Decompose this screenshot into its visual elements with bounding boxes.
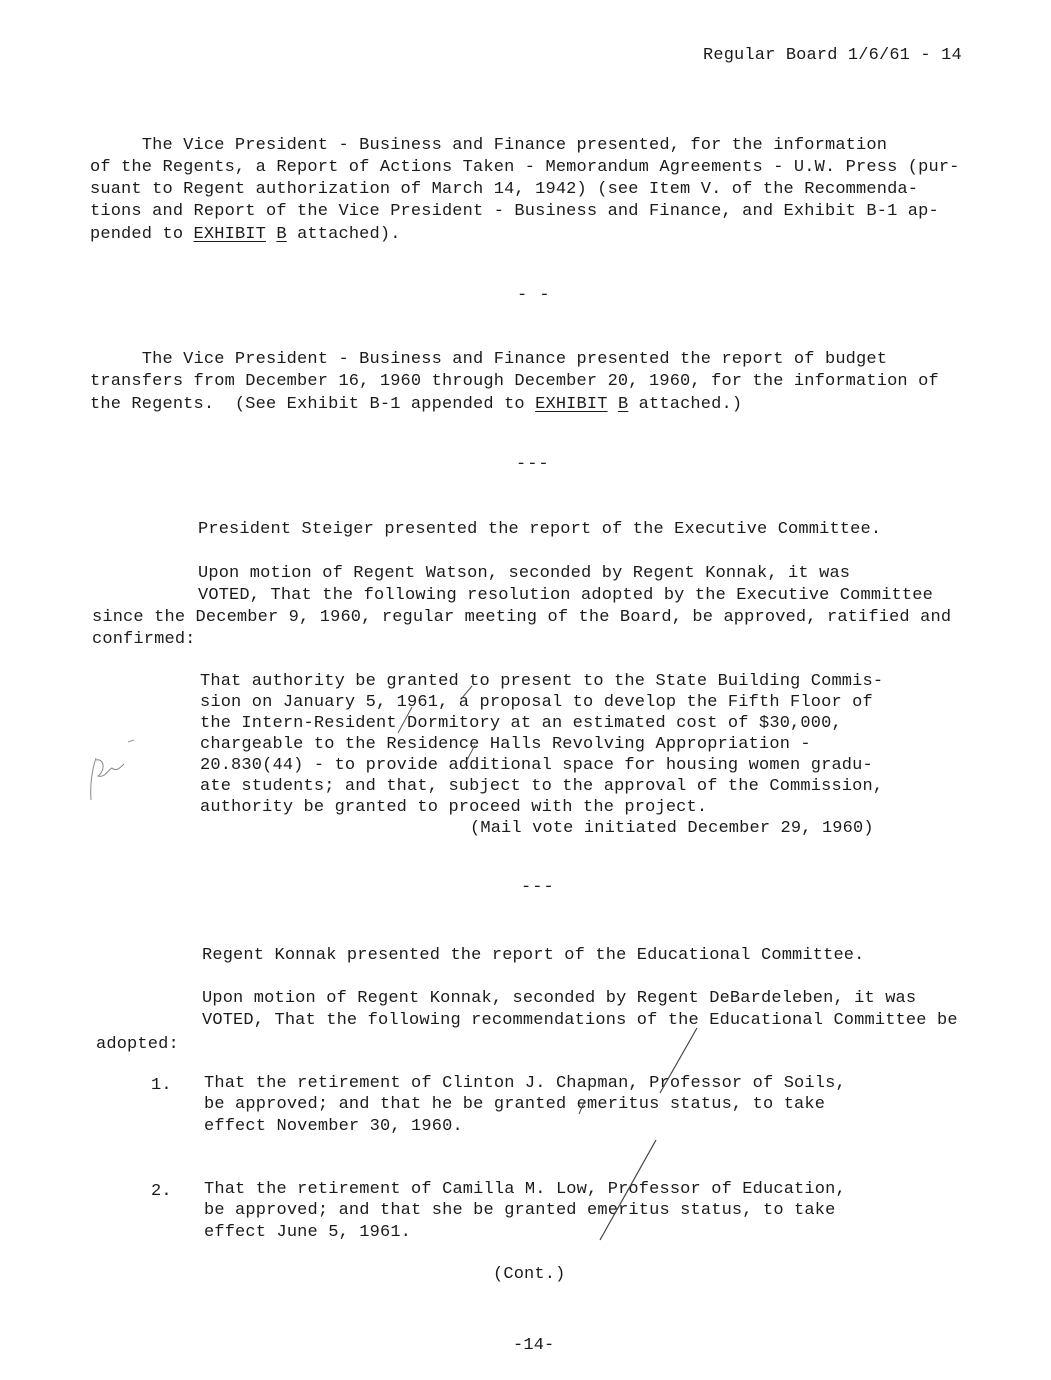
paragraph-line: VOTED, That the following resolution adopted by the Executive Committee	[198, 586, 933, 605]
mail-vote-note: (Mail vote initiated December 29, 1960)	[470, 819, 874, 838]
paragraph-line: VOTED, That the following recommendations of the Educational Committee be	[202, 1011, 958, 1030]
resolution-line: That authority be granted to present to the State Building Commis-	[200, 672, 884, 691]
exhibit-letter: B	[617, 395, 629, 414]
page-footer-number: -14-	[513, 1336, 555, 1355]
section-separator: ---	[521, 878, 555, 897]
exhibit-reference: EXHIBIT	[535, 395, 608, 414]
paragraph-line: suant to Regent authorization of March 14, 1942) (see Item V. of the Recommenda-	[90, 180, 919, 199]
pen-check-mark	[579, 1100, 585, 1114]
item-line: be approved; and that she be granted emeritus status, to take	[204, 1201, 836, 1220]
exhibit-letter: B	[276, 225, 287, 244]
exhibit-reference: EXHIBIT	[193, 225, 266, 244]
paragraph-line: since the December 9, 1960, regular meeting of the Board, be approved, ratified and	[92, 608, 952, 627]
section-separator: - -	[517, 286, 551, 305]
paragraph-line: transfers from December 16, 1960 through December 20, 1960, for the information of	[90, 372, 939, 391]
resolution-line: the Intern-Resident Dormitory at an estimated cost of $30,000,	[200, 714, 842, 733]
item-number: 2.	[151, 1182, 172, 1201]
item-line: be approved; and that he be granted emeritus status, to take	[204, 1095, 826, 1114]
paragraph-line: tions and Report of the Vice President - Business and Finance, and Exhibit B-1 ap-	[90, 202, 939, 221]
page-header: Regular Board 1/6/61 - 14	[703, 46, 962, 65]
resolution-line: 20.830(44) - to provide additional space for housing women gradu-	[200, 756, 873, 775]
pen-check-mark	[467, 745, 475, 760]
resolution-line: ate students; and that, subject to the approval of the Commission,	[200, 777, 884, 796]
pen-check-mark	[660, 1028, 697, 1093]
pen-check-mark	[600, 1140, 656, 1240]
educational-committee-heading: Regent Konnak presented the report of the Educational Committee.	[202, 946, 865, 965]
continued-note: (Cont.)	[493, 1265, 566, 1284]
item-line: effect November 30, 1960.	[204, 1117, 463, 1136]
paragraph-line: Upon motion of Regent Watson, seconded by Regent Konnak, it was	[198, 564, 851, 583]
text-run: pended to	[90, 225, 194, 244]
margin-pencil-mark	[128, 740, 134, 742]
executive-committee-heading: President Steiger presented the report of the Executive Committee.	[198, 520, 882, 539]
paragraph-line: adopted:	[96, 1035, 179, 1054]
text-run: attached).	[286, 225, 401, 244]
item-number: 1.	[151, 1076, 172, 1095]
text-run: attached.)	[628, 395, 743, 414]
pen-check-mark	[462, 686, 472, 698]
item-line: effect June 5, 1961.	[204, 1223, 412, 1242]
paragraph-line: of the Regents, a Report of Actions Taken - Memorandum Agreements - U.W. Press (pur-	[90, 158, 960, 177]
margin-pencil-mark	[91, 758, 96, 800]
resolution-line: chargeable to the Residence Halls Revolving Appropriation -	[200, 735, 811, 754]
pen-check-mark	[398, 707, 412, 733]
paragraph-line: Upon motion of Regent Konnak, seconded by Regent DeBardeleben, it was	[202, 989, 917, 1008]
paragraph-line: confirmed:	[92, 630, 196, 649]
margin-pencil-mark	[96, 760, 124, 777]
resolution-line: sion on January 5, 1961, a proposal to develop the Fifth Floor of	[200, 693, 873, 712]
item-line: That the retirement of Clinton J. Chapman, Professor of Soils,	[204, 1074, 846, 1093]
paragraph-line: The Vice President - Business and Finance presented the report of budget	[90, 350, 888, 369]
resolution-line: authority be granted to proceed with the project.	[200, 798, 708, 817]
paragraph-line: The Vice President - Business and Finance presented, for the information	[90, 136, 888, 155]
item-line: That the retirement of Camilla M. Low, Professor of Education,	[204, 1180, 846, 1199]
text-run: the Regents. (See Exhibit B-1 appended to	[90, 395, 536, 414]
section-separator: ---	[516, 455, 550, 474]
